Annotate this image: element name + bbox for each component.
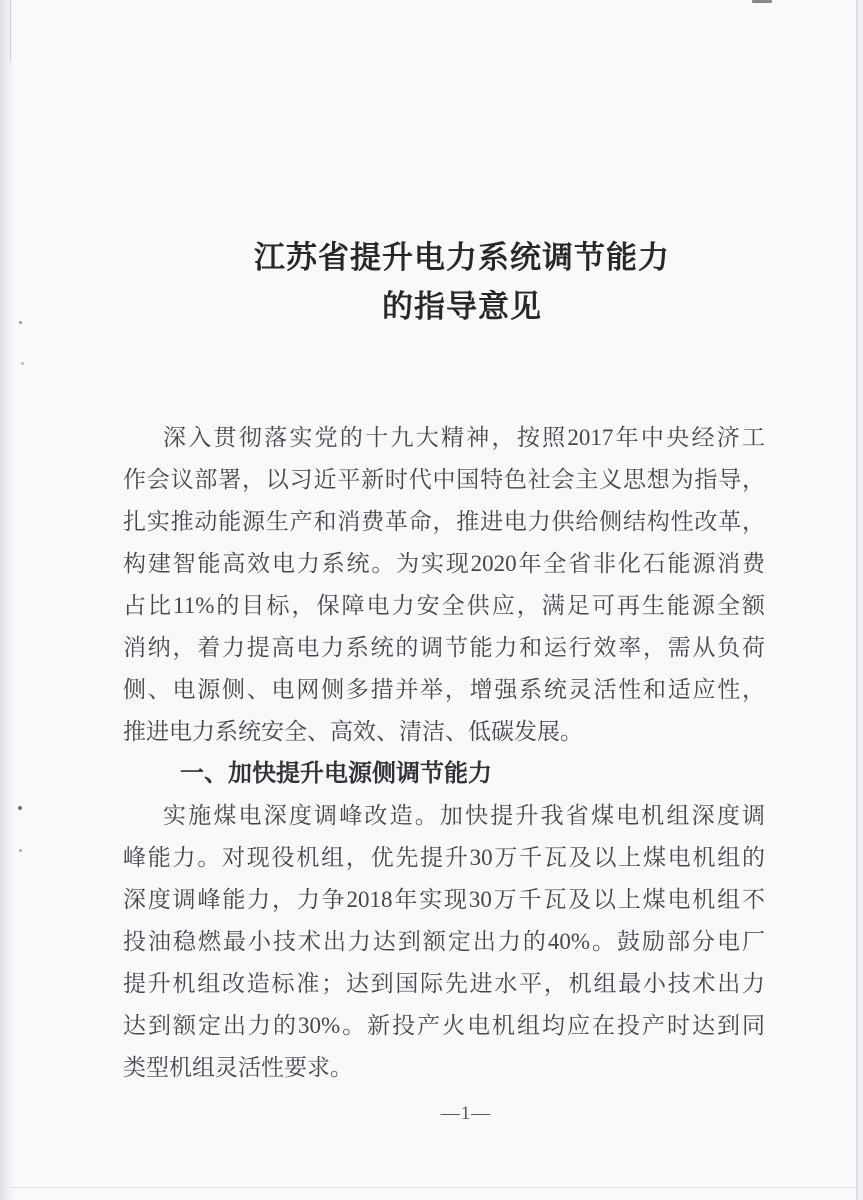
text-line: 消纳，着力提高电力系统的调节能力和运行效率，需从负荷	[123, 635, 765, 660]
scan-bottom-edge-line	[10, 1187, 856, 1188]
scan-left-edge-band	[0, 0, 14, 1200]
paragraph-2	[123, 795, 765, 1089]
scan-corner-mark	[752, 0, 772, 3]
text-line: 提升机组改造标准；达到国际先进水平，机组最小技术出力	[123, 971, 765, 996]
text-line: 作会议部署，以习近平新时代中国特色社会主义思想为指导，	[123, 467, 765, 492]
scan-speck	[18, 806, 22, 810]
document-title-line-2: 的指导意见	[382, 289, 542, 324]
text-line: 推进电力系统安全、高效、清洁、低碳发展。	[123, 719, 583, 744]
page-number: —1—	[440, 1103, 492, 1124]
text-line: 峰能力。对现役机组，优先提升30万千瓦及以上煤电机组的	[123, 845, 765, 870]
text-line: 实施煤电深度调峰改造。加快提升我省煤电机组深度调	[163, 803, 765, 828]
document-title	[123, 233, 765, 331]
scan-speck	[21, 362, 24, 365]
text-line: 深入贯彻落实党的十九大精神，按照2017年中央经济工	[163, 425, 765, 450]
scan-right-edge-band	[858, 0, 863, 1200]
text-line: 投油稳燃最小技术出力达到额定出力的40%。鼓励部分电厂	[123, 929, 765, 954]
text-line: 侧、电源侧、电网侧多措并举，增强系统灵活性和适应性，	[123, 677, 765, 702]
scan-left-edge-line	[10, 0, 11, 62]
paragraph-1	[123, 417, 765, 753]
section-heading-1: 一、加快提升电源侧调节能力	[180, 760, 492, 787]
text-line: 构建智能高效电力系统。为实现2020年全省非化石能源消费	[123, 551, 765, 576]
text-line: 深度调峰能力，力争2018年实现30万千瓦及以上煤电机组不	[123, 887, 765, 912]
document-title-line-1: 江苏省提升电力系统调节能力	[254, 240, 670, 275]
text-line: 占比11%的目标，保障电力安全供应，满足可再生能源全额	[123, 593, 765, 618]
document-body	[123, 417, 765, 1089]
text-line: 类型机组灵活性要求。	[123, 1055, 353, 1080]
text-line: 达到额定出力的30%。新投产火电机组均应在投产时达到同	[123, 1013, 765, 1038]
scan-speck	[19, 321, 22, 324]
text-line: 扎实推动能源生产和消费革命，推进电力供给侧结构性改革，	[123, 509, 765, 534]
scan-speck	[19, 849, 22, 852]
